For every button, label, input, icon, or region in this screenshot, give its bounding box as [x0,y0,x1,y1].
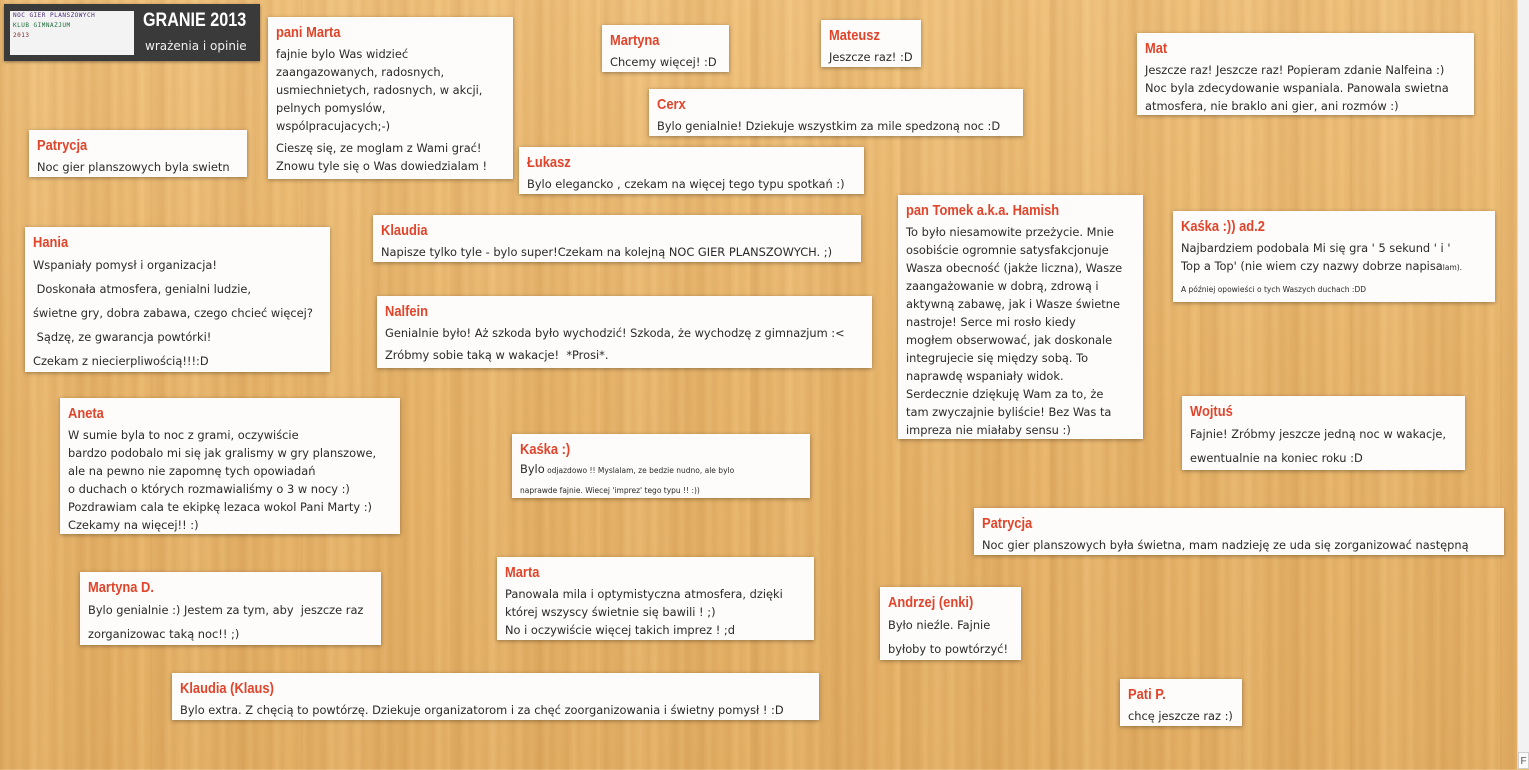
note-text: Cieszę się, ze moglam z Wami grać! Znowu tyle się o Was dowiedzialam ! [276,141,488,173]
note-author: Patrycja [982,515,1033,532]
logo-line: 2013 [13,32,30,39]
note-text-small: odjazdowo !! Myslalam, ze bedzie nudno, ale bylo naprawde fajnie. Wiecej 'imprez' tego typu !! :)) [520,466,735,495]
note-marta[interactable] [497,557,814,640]
note-author: Pati P. [1128,686,1166,703]
note-pan-tomek[interactable] [898,195,1143,439]
note-author: Marta [505,564,540,581]
note-text: Bylo extra. Z chęcią to powtórzę. Dziekuje organizatorom i za chęć zoorganizowania i świetny pomysł ! :D [180,703,784,717]
note-text: Genialnie było! Aż szkoda było wychodzić! Szkoda, że wychodzę z gimnazjum :< Zróbmy sobie taką w wakacje! *Prosi*. [385,326,845,362]
note-author: Mat [1145,40,1168,57]
note-lukasz[interactable] [519,147,864,194]
corner-button[interactable]: F [1518,752,1529,769]
note-text [1181,239,1487,277]
note-text: Bylo elegancko , czekam na więcej tego typu spotkań :) [527,177,845,191]
note-author: Mateusz [829,27,880,44]
note-wojtus[interactable] [1182,396,1465,470]
logo-line: KLUB GIMNAZJUM [13,22,71,29]
note-mateusz[interactable] [821,20,921,67]
note-author: Wojtuś [1190,403,1233,420]
note-text-main: Najbardziem podobala Mi się gra ' 5 sekund ' i ' Top a Top' (nie wiem czy nazwy dobrze napisa [1181,241,1451,273]
note-author: Klaudia (Klaus) [180,680,274,697]
note-text: chcę jeszcze raz :) [1128,709,1233,723]
note-text: Noc gier planszowych byla swietn [37,160,230,174]
note-author: Aneta [68,405,104,422]
note-text: Bylo genialnie :) Jestem za tym, aby jeszcze raz zorganizowac taką noc!! ;) [88,603,364,641]
note-text: Napisze tylko tyle - bylo super!Czekam na kolejną NOC GIER PLANSZOWYCH. ;) [381,245,833,259]
note-text: W sumie byla to noc z grami, oczywiście bardzo podobalo mi się jak gralismy w gry planszowe, ale na pewno nie zapomnę tych opowiadań o duchach o których rozmawialiśmy o 3 w nocy :) Pozdrawiam cala te ekipkę lezaca wokol Pani Marty :) Czekamy na więcej!! :) [68,428,377,532]
note-kaska[interactable] [512,434,810,498]
note-text [520,460,802,498]
note-text: Wspaniały pomysł i organizacja! Doskonała atmosfera, genialni ludzie, świetne gry, dobra zabawa, czego chcieć więcej? Sądzę, ze gwarancja powtórki! Czekam z niecierpliwością!!!:D [33,258,313,368]
note-text: A później opowieści o tych Waszych duchach :DD [1181,285,1367,294]
note-pati-p[interactable] [1120,679,1242,726]
note-andrzej[interactable] [880,587,1021,660]
note-author: Kaśka :) [520,441,571,458]
note-text: Było nieźle. Fajnie byłoby to powtórzyć! [888,618,1009,656]
note-text: Jeszcze raz! :D [829,50,913,64]
board-title: GRANIE 2013 [143,10,247,31]
note-text: fajnie bylo Was widzieć zaangazowanych, radosnych, usmiechnietych, radosnych, w akcji, pelnych pomyslów, wspólpracujacych;-) [276,47,483,133]
event-logo [10,11,134,55]
note-text-main: Bylo [520,462,545,476]
note-hania[interactable] [25,227,330,372]
logo-line: NOC GIER PLANSZOWYCH [13,12,96,19]
note-kaska-ad2[interactable] [1173,211,1495,302]
note-author: Martyna [610,32,660,49]
note-pani-marta[interactable] [268,17,513,179]
note-text: Noc gier planszowych była świetna, mam nadzieję ze uda się zorganizować następną [982,538,1469,552]
note-text: To było niesamowite przeżycie. Mnie osobiście ogromnie satysfakcjonuje Wasza obecność (jakże liczna), Wasze zaangażowanie w dobrą, zdrową i aktywną zabawę, jak i Wasze świetne nastroje! Serce mi rosło kiedy mogłem obserwować, jak doskonale integrujecie się między sobą. To naprawdę wspaniały widok. Serdecznie dziękuję Wam za to, że tam zwyczajnie byliście! Bez Was ta impreza nie miałaby sensu :) [906,225,1123,437]
note-nalfein[interactable] [377,296,872,368]
note-patrycja-2[interactable] [974,508,1504,555]
note-klaudia[interactable] [373,215,861,262]
note-text: Chcemy więcej! :D [610,55,717,69]
note-text: Panowala mila i optymistyczna atmosfera, dzięki której wszyscy świetnie się bawili ! ;) No i oczywiście więcej takich imprez ! ;d [505,587,783,637]
note-patrycja[interactable] [29,130,247,177]
note-text: Bylo genialnie! Dziekuje wszystkim za mile spedzoną noc :D [657,119,1001,133]
board-subtitle: wrażenia i opinie [145,39,247,53]
note-author: Klaudia [381,222,428,239]
board-header [4,4,260,61]
note-author: Łukasz [527,154,571,171]
note-author: Patrycja [37,137,88,154]
note-text: Fajnie! Zróbmy jeszcze jedną noc w wakacje, ewentualnie na koniec roku :D [1190,427,1447,465]
note-author: pani Marta [276,24,341,41]
note-text: Jeszcze raz! Jeszcze raz! Popieram zdanie Nalfeina :) Noc byla zdecydowanie wspaniala. Panowala swietna atmosfera, nie braklo ani gier, ani rozmów :) [1145,63,1449,113]
note-author: Andrzej (enki) [888,594,974,611]
note-author: Hania [33,234,69,251]
note-martyna[interactable] [602,25,729,72]
note-cerx[interactable] [649,89,1023,136]
note-klaudia-klaus[interactable] [172,673,819,720]
vertical-scrollbar[interactable] [1517,0,1529,769]
note-text-small: lam). [1442,263,1463,272]
note-author: Martyna D. [88,579,154,596]
note-author: Kaśka :)) ad.2 [1181,218,1265,235]
note-martyna-d[interactable] [80,572,381,645]
note-author: Nalfein [385,303,429,320]
note-author: Cerx [657,96,686,113]
note-mat[interactable] [1137,33,1474,115]
note-author: pan Tomek a.k.a. Hamish [906,202,1060,219]
note-aneta[interactable] [60,398,400,534]
